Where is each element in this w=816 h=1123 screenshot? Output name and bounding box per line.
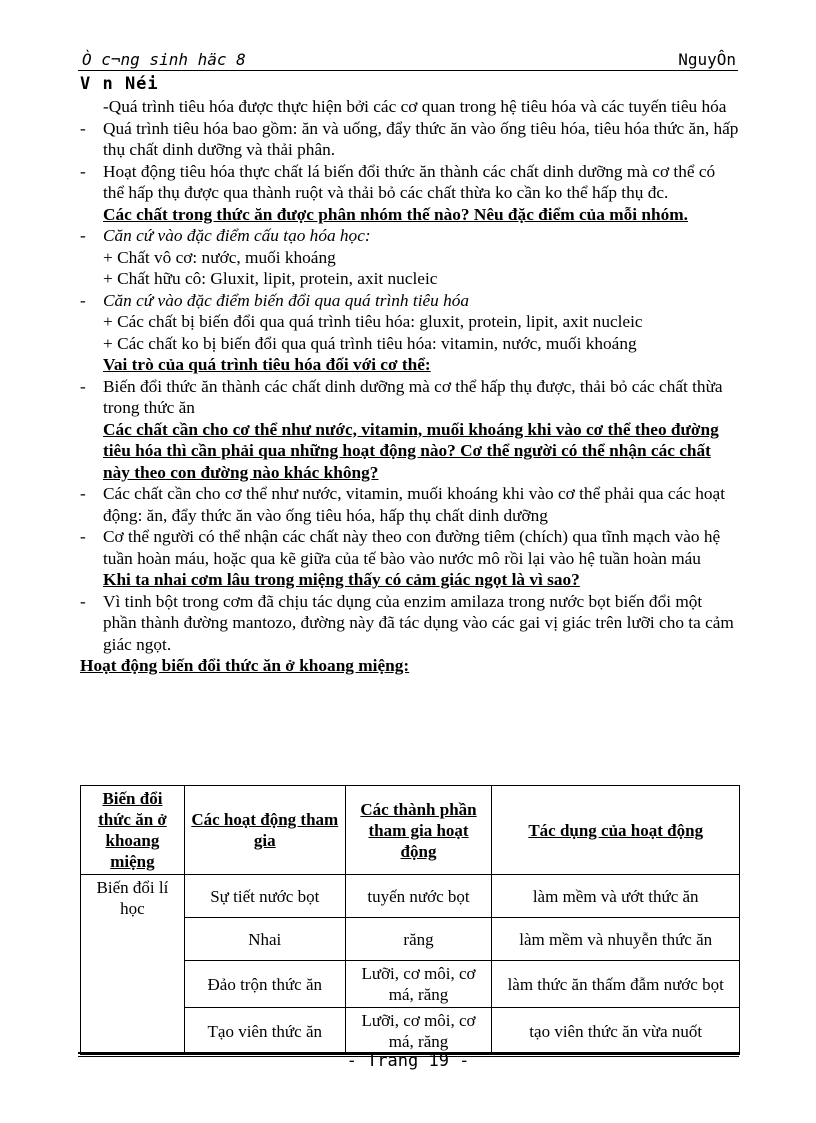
table-row [81, 875, 740, 918]
table-cell: tuyến nước bọt [345, 875, 492, 918]
page-number: - Trang 19 - [346, 1051, 470, 1071]
paragraph: - Biến đổi thức ăn thành các chất dinh dưỡng mà cơ thể hấp thụ được, thải bỏ các chất thừa trong thức ăn [80, 376, 740, 419]
table-header-row [81, 786, 740, 875]
group-cell: Biến đổi lí học [81, 875, 185, 1055]
paragraph: - Cơ thể người có thể nhận các chất này theo con đường tiêm (chích) qua tĩnh mạch vào hệ tuần hoàn máu, hoặc qua kẽ giữa của tế bào vào nước mô rồi lại vào hệ tuần hoàn máu [80, 526, 740, 569]
table-cell: làm mềm và ướt thức ăn [492, 875, 740, 918]
column-header: Tác dụng của hoạt động [492, 786, 740, 875]
question-heading: Các chất trong thức ăn được phân nhóm thế nào? Nêu đặc điểm của mỗi nhóm. [103, 204, 688, 224]
question-heading: Khi ta nhai cơm lâu trong miệng thấy có cảm giác ngọt là vì sao? [103, 570, 580, 589]
header-left-text: Ò c¬ng sinh häc 8 [82, 50, 246, 69]
paragraph: - Các chất cần cho cơ thể như nước, vitamin, muối khoáng khi vào cơ thể phải qua các hoạt động: ăn, đẩy thức ăn vào ống tiêu hóa, hấp thụ chất dinh dưỡng [80, 483, 740, 526]
table-heading: Hoạt động biến đổi thức ăn ở khoang miệng: [80, 656, 410, 675]
table-cell: Đảo trộn thức ăn [184, 961, 345, 1008]
column-header: Biến đổi thức ăn ở khoang miệng [81, 786, 185, 875]
table-cell: Tạo viên thức ăn [184, 1008, 345, 1055]
paragraph: - Vì tinh bột trong cơm đã chịu tác dụng của enzim amilaza trong nước bọt biến đổi một phần thành đường mantozo, đường này đã tác dụng vào các gai vị giác trên lưỡi cho ta cảm giác ngọt. [80, 591, 740, 656]
table-cell: Sự tiết nước bọt [184, 875, 345, 918]
page-header [78, 50, 738, 71]
column-header: Các thành phần tham gia hoạt động [345, 786, 492, 875]
column-header: Các hoạt động tham gia [184, 786, 345, 875]
table-cell: Lưỡi, cơ môi, cơ má, răng [345, 1008, 492, 1055]
list-item: + Chất hữu cô: Gluxit, lipit, protein, axit nucleic [103, 269, 438, 288]
table-cell: răng [345, 918, 492, 961]
question-heading: Vai trò của quá trình tiêu hóa đối với cơ thể: [103, 355, 431, 374]
table-cell: làm mềm và nhuyễn thức ăn [492, 918, 740, 961]
header-right-text: NguyÔn [678, 50, 736, 69]
paragraph: - Hoạt động tiêu hóa thực chất lá biến đổi thức ăn thành các chất dinh dưỡng mà cơ thể có thể hấp thụ được qua thành ruột và thải bỏ các chất thừa ko cần ko thể hấp thụ đc. [80, 161, 740, 204]
table-cell: Lưỡi, cơ môi, cơ má, răng [345, 961, 492, 1008]
question-heading: Các chất cần cho cơ thể như nước, vitamin, muối khoáng khi vào cơ thể theo đường tiêu hóa thì cần phải qua những hoạt động nào? Cơ thể người có thể nhận các chất này theo con đường nào khác không? [103, 419, 719, 482]
paragraph: - Căn cứ vào đặc điểm biến đổi qua quá trình tiêu hóa [80, 290, 740, 312]
table-cell: Nhai [184, 918, 345, 961]
list-item: + Các chất ko bị biến đổi qua quá trình tiêu hóa: vitamin, nước, muối khoáng [103, 333, 637, 353]
paragraph: - Căn cứ vào đặc điểm cấu tạo hóa học: [80, 225, 740, 247]
list-item: + Các chất bị biến đổi qua quá trình tiêu hóa: gluxit, protein, lipit, axit nucleic [103, 312, 643, 331]
document-body [80, 96, 740, 677]
list-item: + Chất vô cơ: nước, muối khoáng [103, 247, 336, 267]
table-cell: tạo viên thức ăn vừa nuốt [492, 1008, 740, 1055]
mouth-digestion-table [80, 785, 740, 1055]
section-title: V n Néi [80, 74, 159, 94]
table-cell: làm thức ăn thấm đẫm nước bọt [492, 961, 740, 1008]
paragraph: - Quá trình tiêu hóa bao gồm: ăn và uống, đẩy thức ăn vào ống tiêu hóa, tiêu hóa thức ăn, hấp thụ chất dinh dưỡng và thải phân. [80, 118, 740, 161]
paragraph: -Quá trình tiêu hóa được thực hiện bởi các cơ quan trong hệ tiêu hóa và các tuyến tiêu hóa [103, 97, 727, 116]
